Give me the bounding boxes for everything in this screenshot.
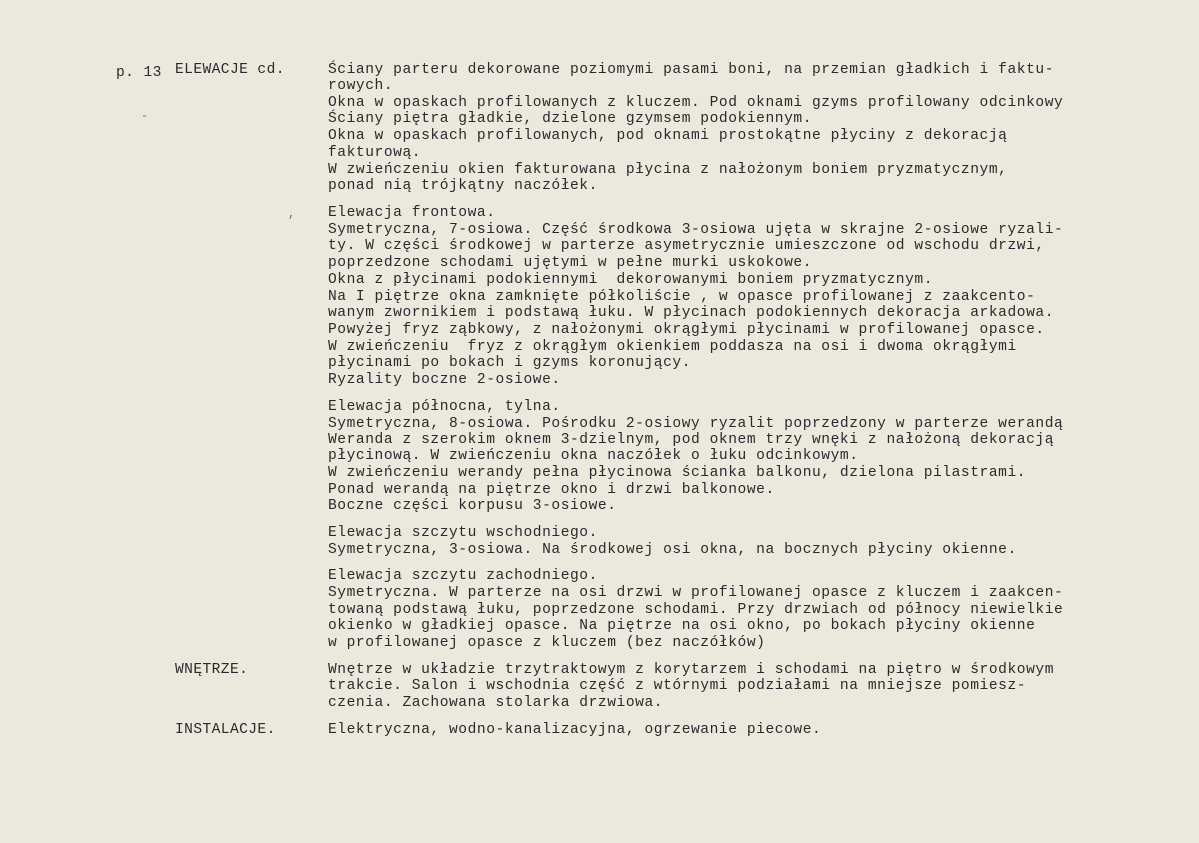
text-line: ty. W części środkowej w parterze asymetrycznie umieszczone od wschodu drzwi, <box>328 238 1045 254</box>
text-line: okienko w gładkiej opasce. Na piętrze na osi okno, po bokach płyciny okienne <box>328 618 1036 634</box>
section-heading-elevations: ELEWACJE cd. <box>175 62 285 78</box>
text-line: wanym zwornikiem i podstawą łuku. W płycinach podokiennych dekoracja arkadowa. <box>328 305 1054 321</box>
subheading-east-gable: Elewacja szczytu wschodniego. <box>328 525 598 541</box>
text-line: płycinami po bokach i gzyms koronujący. <box>328 355 691 371</box>
page-reference: p. 13 <box>116 65 162 81</box>
text-line: Weranda z szerokim oknem 3-dzielnym, pod oknem trzy wnęki z nałożoną dekoracją <box>328 432 1054 448</box>
text-line: W zwieńczeniu okien fakturowana płycina z nałożonym boniem pryzmatycznym, <box>328 162 1008 178</box>
text-line: Symetryczna, 3-osiowa. Na środkowej osi okna, na bocznych płyciny okienne. <box>328 542 1017 558</box>
text-line: Symetryczna, 7-osiowa. Część środkowa 3-osiowa ujęta w skrajne 2-osiowe ryzali- <box>328 222 1064 238</box>
text-line: Ryzality boczne 2-osiowe. <box>328 372 561 388</box>
text-line: Elektryczna, wodno-kanalizacyjna, ogrzewanie piecowe. <box>328 722 822 738</box>
text-line: rowych. <box>328 78 394 94</box>
text-line: Powyżej fryz ząbkowy, z nałożonymi okrągłymi płycinami w profilowanej opasce. <box>328 322 1045 338</box>
text-line: Ściany parteru dekorowane poziomymi pasami boni, na przemian gładkich i faktu- <box>328 62 1054 78</box>
text-line: płycinową. W zwieńczeniu okna naczółek o łuku odcinkowym. <box>328 448 859 464</box>
text-line: W zwieńczeniu fryz z okrągłym okienkiem poddasza na osi i dwoma okrągłymi <box>328 339 1017 355</box>
text-line: Okna z płycinami podokiennymi dekorowanymi boniem pryzmatycznym. <box>328 272 933 288</box>
text-line: fakturową. <box>328 145 422 161</box>
text-line: Okna w opaskach profilowanych, pod oknami prostokątne płyciny z dekoracją <box>328 128 1008 144</box>
stray-mark: , <box>288 207 296 221</box>
text-line: Ściany piętra gładkie, dzielone gzymsem podokiennym. <box>328 111 812 127</box>
text-line: Symetryczna, 8-osiowa. Pośrodku 2-osiowy ryzalit poprzedzony w parterze werandą <box>328 416 1064 432</box>
text-line: Ponad werandą na piętrze okno i drzwi balkonowe. <box>328 482 775 498</box>
section-heading-installations: INSTALACJE. <box>175 722 276 738</box>
text-line: Wnętrze w układzie trzytraktowym z korytarzem i schodami na piętro w środkowym <box>328 662 1054 678</box>
subheading-west-gable: Elewacja szczytu zachodniego. <box>328 568 598 584</box>
text-line: Okna w opaskach profilowanych z kluczem. Pod oknami gzyms profilowany odcinkowy <box>328 95 1064 111</box>
text-line: towaną podstawą łuku, poprzedzone schodami. Przy drzwiach od północy niewielkie <box>328 602 1064 618</box>
text-line: Symetryczna. W parterze na osi drzwi w profilowanej opasce z kluczem i zaakcen- <box>328 585 1064 601</box>
text-line: w profilowanej opasce z kluczem (bez naczółków) <box>328 635 766 651</box>
text-line: Boczne części korpusu 3-osiowe. <box>328 498 617 514</box>
subheading-front-elevation: Elewacja frontowa. <box>328 205 496 221</box>
section-heading-interior: WNĘTRZE. <box>175 662 249 678</box>
text-line: ponad nią trójkątny naczółek. <box>328 178 598 194</box>
subheading-north-elevation: Elewacja północna, tylna. <box>328 399 561 415</box>
text-line: poprzedzone schodami ujętymi w pełne murki uskokowe. <box>328 255 812 271</box>
stray-mark: - <box>141 109 149 123</box>
text-line: Na I piętrze okna zamknięte półkoliście , w opasce profilowanej z zaakcento- <box>328 289 1036 305</box>
text-line: trakcie. Salon i wschodnia część z wtórnymi podziałami na mniejsze pomiesz- <box>328 678 1027 694</box>
text-line: W zwieńczeniu werandy pełna płycinowa ścianka balkonu, dzielona pilastrami. <box>328 465 1027 481</box>
text-line: czenia. Zachowana stolarka drzwiowa. <box>328 695 664 711</box>
